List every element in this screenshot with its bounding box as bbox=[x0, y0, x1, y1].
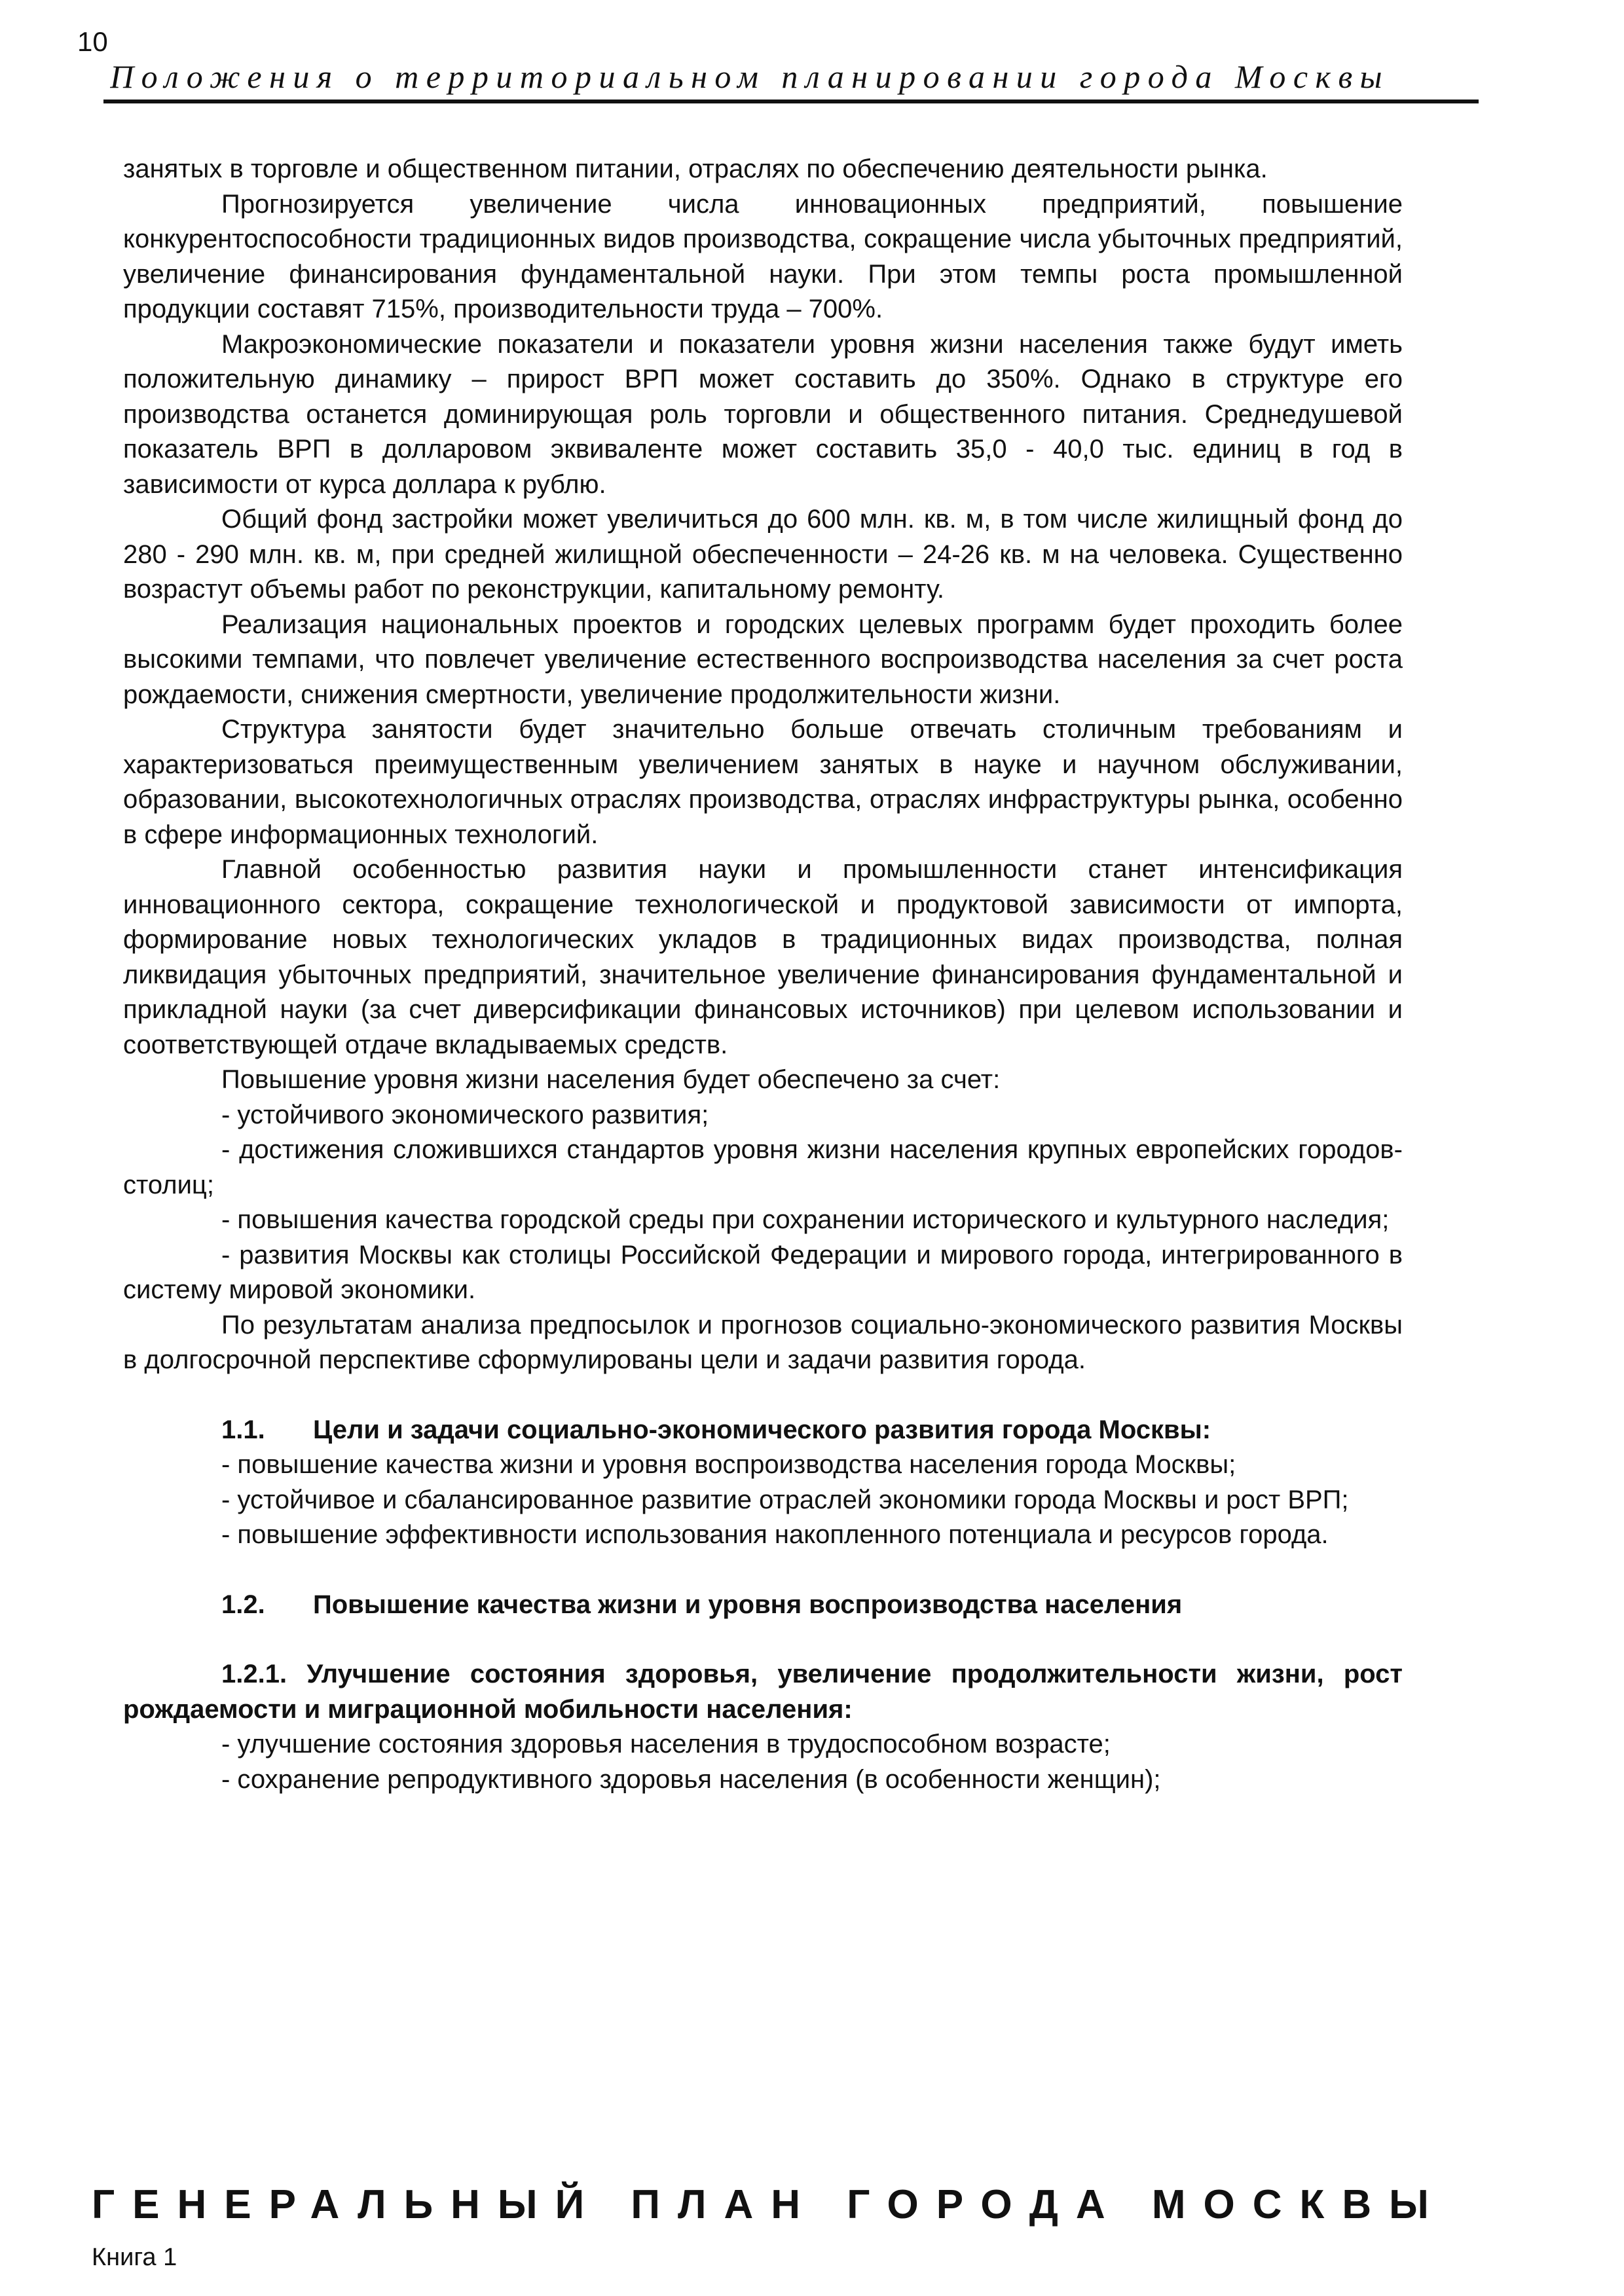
section-heading bbox=[123, 1413, 1403, 1448]
spacer bbox=[123, 1622, 1403, 1657]
page-number: 10 bbox=[77, 26, 108, 57]
section-number: 1.1. bbox=[221, 1415, 265, 1444]
spacer bbox=[123, 1378, 1403, 1413]
paragraph: Повышение уровня жизни населения будет обеспечено за счет: bbox=[221, 1065, 1001, 1094]
paragraph: Макроэкономические показатели и показатели уровня жизни населения также будут иметь положительную динамику – прирост ВРП может составить до 350%. Однако в структуре его производства останется доминирующая роль торговли и общественного питания. Среднедушевой показатель ВРП в долларовом эквиваленте может составить 35,0 - 40,0 тыс. единиц в год в зависимости от курса доллара к рублю. bbox=[123, 329, 1403, 499]
list-item: - улучшение состояния здоровья населения в трудоспособном возрасте; bbox=[221, 1730, 1111, 1758]
list-item: - повышение эффективности использования накопленного потенциала и ресурсов города. bbox=[221, 1520, 1329, 1549]
subsection-heading: 1.2.1. Улучшение состояния здоровья, увеличение продолжительности жизни, рост рождаемости и миграционной мобильности населения: bbox=[123, 1660, 1403, 1724]
header-rule bbox=[103, 100, 1479, 103]
spacer bbox=[123, 1553, 1403, 1588]
list-item: - устойчивое и сбалансированное развитие отраслей экономики города Москвы и рост ВРП; bbox=[221, 1485, 1349, 1514]
list-item: - повышения качества городской среды при сохранении исторического и культурного наследия; bbox=[221, 1205, 1390, 1234]
paragraph: По результатам анализа предпосылок и прогнозов социально-экономического развития Москвы в долгосрочной перспективе сформулированы цели и задачи развития города. bbox=[123, 1310, 1403, 1374]
paragraph: Общий фонд застройки может увеличиться до 600 млн. кв. м, в том числе жилищный фонд до 280 - 290 млн. кв. м, при средней жилищной обеспеченности – 24-26 кв. м на человека. Существенно возрастут объемы работ по реконструкции, капитальному ремонту. bbox=[123, 505, 1403, 604]
list-item: - сохранение репродуктивного здоровья населения (в особенности женщин); bbox=[221, 1764, 1161, 1794]
document-body bbox=[123, 152, 1403, 1797]
paragraph: Структура занятости будет значительно больше отвечать столичным требованиям и характеризоваться преимущественным увеличением занятых в науке и научном обслуживании, образовании, высокотехнологичных отраслях производства, отраслях инфраструктуры рынка, особенно в сфере информационных технологий. bbox=[123, 715, 1403, 849]
paragraph: занятых в торговле и общественном питании, отраслях по обеспечению деятельности рынка. bbox=[123, 155, 1268, 183]
list-item: - развития Москвы как столицы Российской Федерации и мирового города, интегрированного в систему мировой экономики. bbox=[123, 1240, 1403, 1304]
section-title: Повышение качества жизни и уровня воспроизводства населения bbox=[313, 1590, 1183, 1619]
list-item: - повышение качества жизни и уровня воспроизводства населения города Москвы; bbox=[221, 1450, 1236, 1479]
list-item: - достижения сложившихся стандартов уровня жизни населения крупных европейских городов-столиц; bbox=[123, 1135, 1403, 1199]
list-item: - устойчивого экономического развития; bbox=[221, 1100, 709, 1129]
footer-title: ГЕНЕРАЛЬНЫЙ ПЛАН ГОРОДА МОСКВЫ bbox=[92, 2182, 1447, 2227]
section-heading bbox=[123, 1588, 1403, 1623]
footer-book: Книга 1 bbox=[92, 2244, 177, 2271]
section-title: Цели и задачи социально-экономического развития города Москвы: bbox=[313, 1415, 1211, 1444]
paragraph: Прогнозируется увеличение числа инновационных предприятий, повышение конкурентоспособности традиционных видов производства, сокращение числа убыточных предприятий, увеличение финансирования фундаментальной науки. При этом темпы роста промышленной продукции составят 715%, производительности труда – 700%. bbox=[123, 189, 1403, 323]
paragraph: Главной особенностью развития науки и промышленности станет интенсификация инновационного сектора, сокращение технологической и продуктовой зависимости от импорта, формирование новых технологических укладов в традиционных видах производства, полная ликвидация убыточных предприятий, значительное увеличение финансирования фундаментальной и прикладной науки (за счет диверсификации финансовых источников) при целевом использовании и соответствующей отдаче вкладываемых средств. bbox=[123, 855, 1403, 1059]
running-header: Положения о территориальном планировании города Москвы bbox=[110, 58, 1390, 95]
paragraph: Реализация национальных проектов и городских целевых программ будет проходить более высокими темпами, что повлечет увеличение естественного воспроизводства населения за счет роста рождаемости, снижения смертности, увеличение продолжительности жизни. bbox=[123, 610, 1403, 709]
section-number: 1.2. bbox=[221, 1590, 265, 1619]
